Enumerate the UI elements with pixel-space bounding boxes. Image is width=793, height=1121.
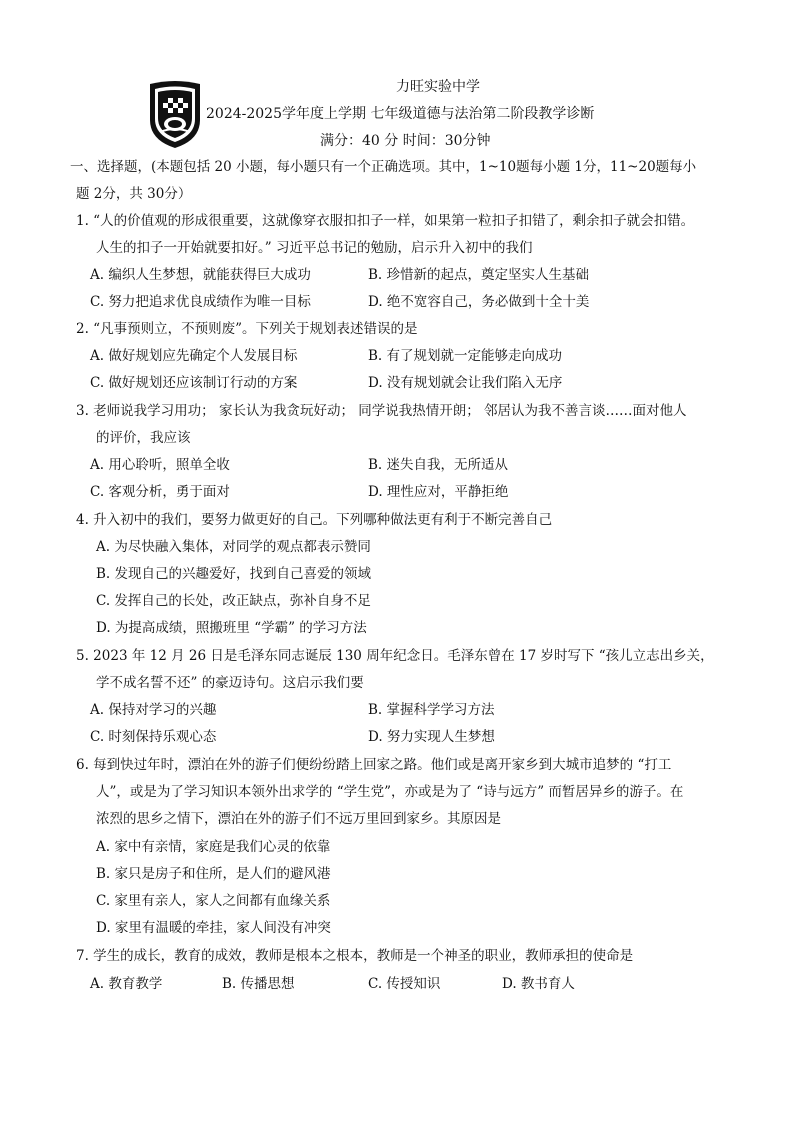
- question-stem: 学不成名誓不还” 的豪迈诗句。这启示我们要: [96, 675, 364, 691]
- question-stem: 浓烈的思乡之情下，漂泊在外的游子们不远万里回到家乡。其原因是: [96, 811, 501, 827]
- option-c: C. 做好规划还应该制订行动的方案: [90, 375, 298, 391]
- question-stem: 人”，或是为了学习知识本领外出求学的 “学生党”，亦或是为了 “诗与远方” 而暂居异乡的游子。在: [96, 784, 684, 800]
- option-a: A. 保持对学习的兴趣: [90, 702, 217, 718]
- option-d: D. 家里有温暖的牵挂，家人间没有冲突: [96, 920, 331, 936]
- question-stem: 7. 学生的成长，教育的成效，教师是根本之根本，教师是一个神圣的职业，教师承担的使命是: [76, 948, 634, 964]
- question-stem: 1. “人的价值观的形成很重要，这就像穿衣服扣扣子一样，如果第一粒扣子扣错了，剩余扣子就会扣错。: [76, 213, 695, 229]
- option-d: D. 理性应对，平静拒绝: [368, 484, 509, 500]
- option-b: B. 有了规划就一定能够走向成功: [368, 348, 563, 364]
- option-d: D. 没有规划就会让我们陷入无序: [368, 375, 563, 391]
- question-stem: 的评价，我应该: [96, 430, 191, 446]
- option-b: B. 掌握科学学习方法: [368, 702, 495, 718]
- option-c: C. 传授知识: [368, 976, 441, 992]
- section-heading: 一、选择题，(本题包括 20 小题，每小题只有一个正确选项。其中，1~10题每小题 1分，11~20题每小: [70, 159, 697, 175]
- exam-title: 2024-2025学年度上学期 七年级道德与法治第二阶段教学诊断: [206, 106, 595, 122]
- question-stem: 3. 老师说我学习用功； 家长认为我贪玩好动； 同学说我热情开朗； 邻居认为我不善言谈……面对他人: [76, 403, 687, 419]
- option-c: C. 时刻保持乐观心态: [90, 729, 217, 745]
- option-a: A. 为尽快融入集体，对同学的观点都表示赞同: [96, 539, 371, 555]
- option-a: A. 用心聆听，照单全收: [90, 457, 230, 473]
- option-a: A. 做好规划应先确定个人发展目标: [90, 348, 298, 364]
- question-stem: 4. 升入初中的我们，要努力做更好的自己。下列哪种做法更有利于不断完善自己: [76, 512, 553, 528]
- school-emblem-icon: [146, 80, 204, 150]
- option-b: B. 迷失自我，无所适从: [368, 457, 509, 473]
- option-a: A. 编织人生梦想，就能获得巨大成功: [90, 267, 311, 283]
- question-stem: 2. “凡事预则立，不预则废”。下列关于规划表述错误的是: [76, 321, 418, 337]
- option-b: B. 传播思想: [222, 976, 295, 992]
- option-a: A. 家中有亲情，家庭是我们心灵的依靠: [96, 839, 331, 855]
- school-name: 力旺实验中学: [396, 79, 480, 95]
- option-b: B. 发现自己的兴趣爱好，找到自己喜爱的领域: [96, 566, 372, 582]
- exam-meta: 满分：40 分 时间：30分钟: [320, 133, 491, 149]
- question-stem: 6. 每到快过年时，漂泊在外的游子们便纷纷踏上回家之路。他们或是离开家乡到大城市追梦的 “打工: [76, 757, 672, 773]
- option-c: C. 发挥自己的长处，改正缺点，弥补自身不足: [96, 593, 371, 609]
- option-b: B. 家只是房子和住所，是人们的避风港: [96, 866, 331, 882]
- section-heading-cont: 题 2分，共 30分）: [76, 186, 192, 202]
- option-d: D. 绝不宽容自己，务必做到十全十美: [368, 294, 590, 310]
- option-d: D. 教书育人: [502, 976, 575, 992]
- question-stem: 5. 2023 年 12 月 26 日是毛泽东同志诞辰 130 周年纪念日。毛泽东曾在 17 岁时写下 “孩儿立志出乡关，: [76, 648, 714, 664]
- option-c: C. 家里有亲人，家人之间都有血缘关系: [96, 893, 331, 909]
- option-c: C. 努力把追求优良成绩作为唯一目标: [90, 294, 311, 310]
- option-d: D. 努力实现人生梦想: [368, 729, 495, 745]
- option-c: C. 客观分析，勇于面对: [90, 484, 230, 500]
- question-stem: 人生的扣子一开始就要扣好。” 习近平总书记的勉励，启示升入初中的我们: [96, 240, 533, 256]
- option-d: D. 为提高成绩，照搬班里 “学霸” 的学习方法: [96, 620, 367, 636]
- option-b: B. 珍惜新的起点，奠定坚实人生基础: [368, 267, 590, 283]
- option-a: A. 教育教学: [90, 976, 163, 992]
